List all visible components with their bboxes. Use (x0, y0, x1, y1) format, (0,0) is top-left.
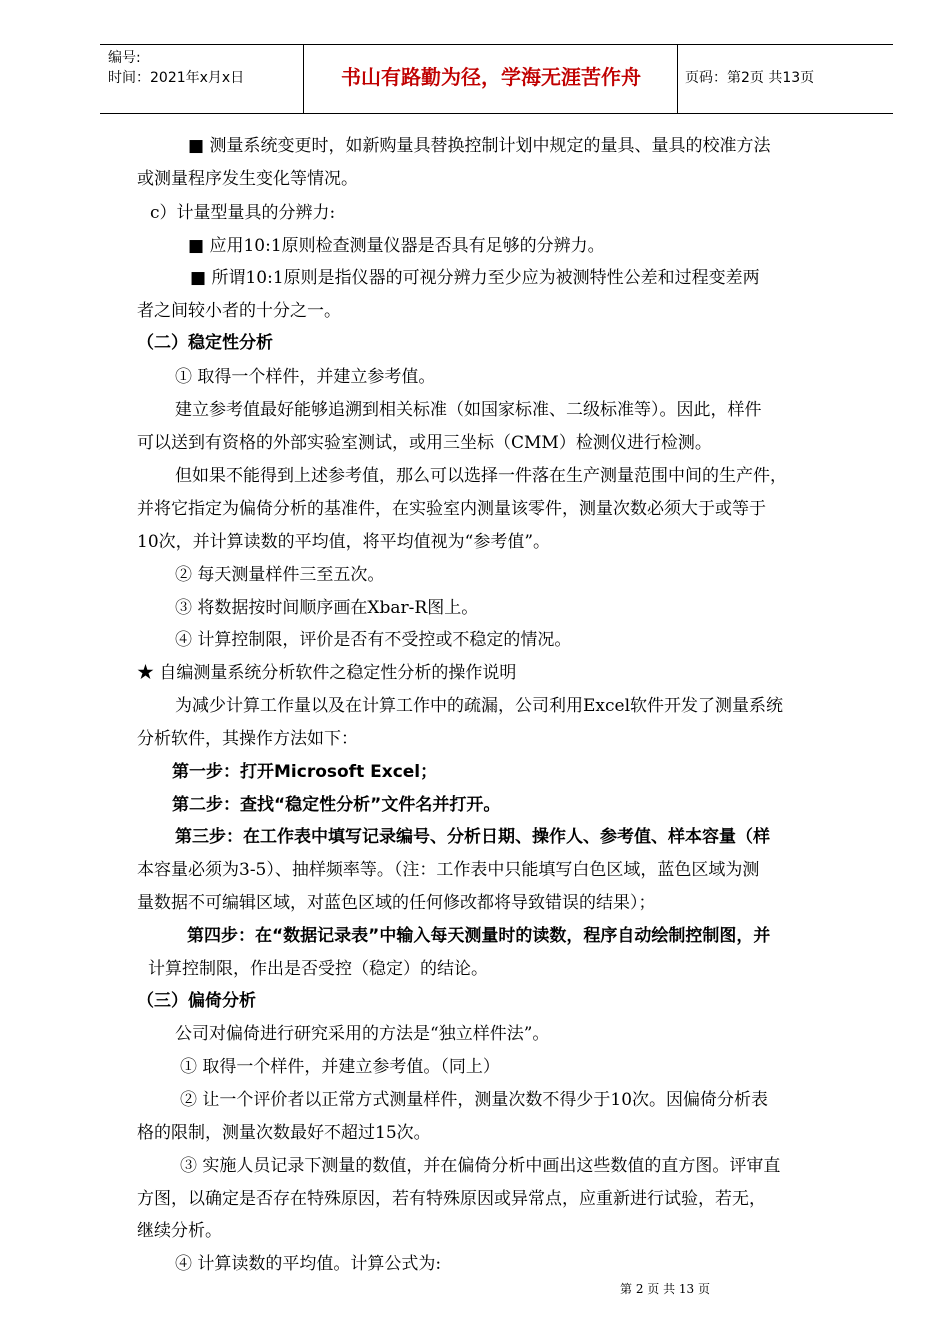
header-page-info: 页码：第2页 共13页 (685, 70, 815, 86)
text-line: ■ 测量系统变更时，如新购量具替换控制计划中规定的量具、量具的校准方法 (188, 136, 771, 156)
header-motto: 书山有路勤为径，学海无涯苦作舟 (341, 65, 641, 89)
text-line: ② 让一个评价者以正常方式测量样件，测量次数不得少于10次。因偏倚分析表 (180, 1090, 769, 1110)
header-top-rule (100, 44, 893, 45)
section-heading-bias: （三）偏倚分析 (137, 991, 256, 1011)
text-line: 并将它指定为偏倚分析的基准件，在实验室内测量该零件，测量次数必须大于或等于 (137, 499, 766, 519)
text-line: 计算控制限，作出是否受控（稳定）的结论。 (148, 959, 488, 979)
text-line: 分析软件，其操作方法如下： (137, 729, 358, 749)
text-line-star-note: ★ 自编测量系统分析软件之稳定性分析的操作说明 (137, 663, 517, 683)
text-line: 建立参考值最好能够追溯到相关标准（如国家标准、二级标准等）。因此，样件 (175, 400, 762, 420)
page-header (100, 44, 893, 114)
text-line: ④ 计算读数的平均值。计算公式为: (175, 1254, 442, 1274)
step-two: 第二步：查找“稳定性分析”文件名并打开。 (172, 795, 501, 815)
step-one: 第一步：打开Microsoft Excel； (172, 762, 438, 782)
page-footer: 第 2 页 共 13 页 (620, 1282, 710, 1296)
text-line: ① 取得一个样件，并建立参考值。（同上） (180, 1057, 500, 1077)
text-line: ■ 应用10:1原则检查测量仪器是否具有足够的分辨力。 (188, 236, 605, 256)
doc-number-label: 编号: (108, 50, 141, 66)
text-line: 但如果不能得到上述参考值，那么可以选择一件落在生产测量范围中间的生产件， (175, 466, 787, 486)
text-line: 或测量程序发生变化等情况。 (137, 169, 358, 189)
doc-time: 时间：2021年x月x日 (108, 70, 245, 86)
text-line: 公司对偏倚进行研究采用的方法是“独立样件法”。 (175, 1024, 550, 1044)
text-line: 量数据不可编辑区域，对蓝色区域的任何修改都将导致错误的结果）； (137, 893, 656, 913)
text-line: c）计量型量具的分辨力: (150, 203, 336, 223)
section-heading-stability: （二）稳定性分析 (137, 333, 273, 353)
step-four: 第四步：在“数据记录表”中输入每天测量时的读数，程序自动绘制控制图，并 (187, 926, 771, 946)
step-three: 第三步：在工作表中填写记录编号、分析日期、操作人、参考值、样本容量（样 (175, 827, 770, 847)
header-bottom-rule (100, 113, 893, 114)
text-line: ④ 计算控制限，评价是否有不受控或不稳定的情况。 (175, 630, 572, 650)
header-meta (108, 48, 244, 88)
text-line: 者之间较小者的十分之一。 (137, 301, 341, 321)
text-line: 继续分析。 (137, 1221, 222, 1241)
text-line: 格的限制，测量次数最好不超过15次。 (137, 1123, 431, 1143)
text-line: 本容量必须为3-5）、抽样频率等。（注：工作表中只能填写白色区域，蓝色区域为测 (137, 860, 760, 880)
text-line: 可以送到有资格的外部实验室测试，或用三坐标（CMM）检测仪进行检测。 (137, 433, 712, 453)
text-line: ① 取得一个样件，并建立参考值。 (175, 367, 436, 387)
text-line: ■ 所谓10:1原则是指仪器的可视分辨力至少应为被测特性公差和过程变差两 (190, 268, 760, 288)
text-line: 方图，以确定是否存在特殊原因，若有特殊原因或异常点，应重新进行试验，若无， (137, 1189, 766, 1209)
text-line: ③ 实施人员记录下测量的数值，并在偏倚分析中画出这些数值的直方图。评审直 (180, 1156, 781, 1176)
text-line: 为减少计算工作量以及在计算工作中的疏漏，公司利用Excel软件开发了测量系统 (175, 696, 784, 716)
text-line: ② 每天测量样件三至五次。 (175, 565, 385, 585)
text-line: 10次，并计算读数的平均值，将平均值视为“参考值”。 (137, 532, 551, 552)
text-line: ③ 将数据按时间顺序画在Xbar-R图上。 (175, 598, 479, 618)
